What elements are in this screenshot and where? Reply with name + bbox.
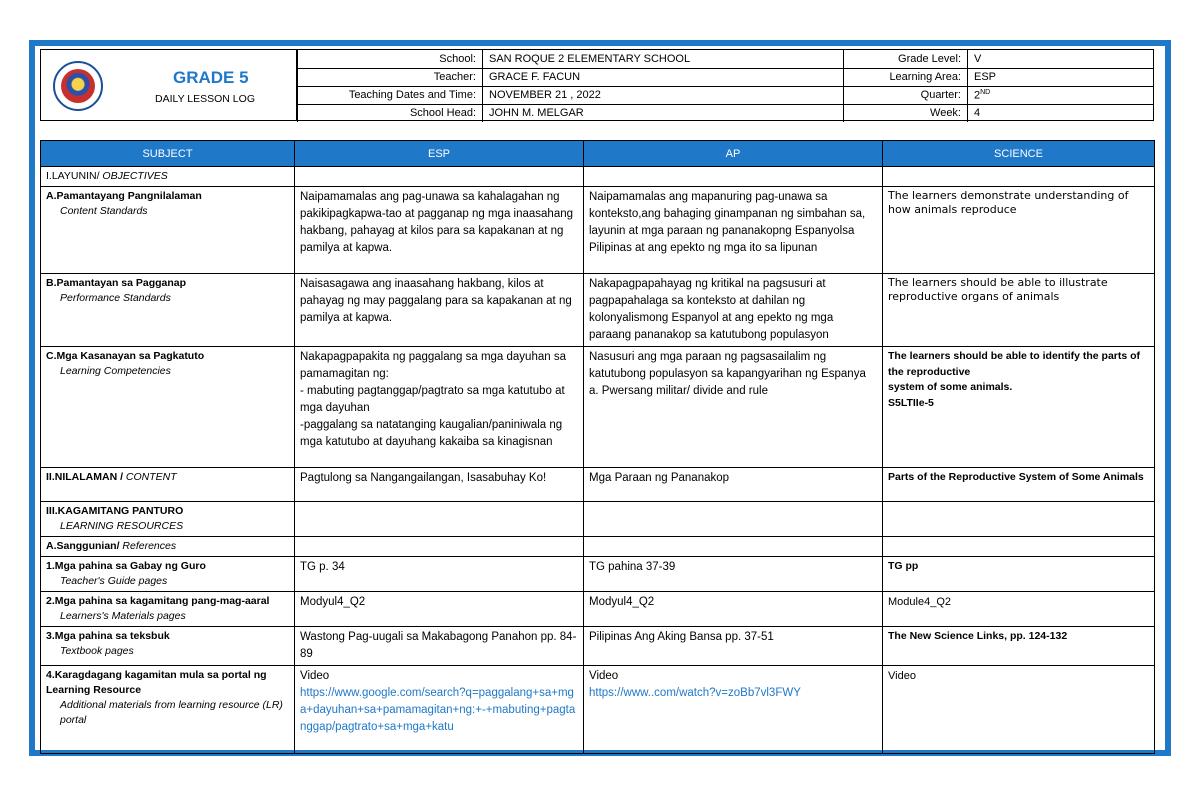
ap-performance-standards: Nakapagpapahayag ng kritikal na pagsusuri at pagpapahalaga sa konteksto at dahilan ng kolonyalismong Espanyol at ang epekto ng mga paraang pananakop sa katutubong populasyon [584, 274, 883, 347]
teaching-dates-label: Teaching Dates and Time: [298, 86, 483, 104]
col-header-subject: SUBJECT [41, 141, 295, 167]
row-label-references: A.Sanggunian/ References [41, 537, 295, 557]
col-header-science: SCIENCE [883, 141, 1155, 167]
week-value: 4 [968, 104, 1154, 122]
teaching-dates-value: NOVEMBER 21 , 2022 [483, 86, 844, 104]
school-label: School: [298, 50, 483, 68]
col-header-ap: AP [584, 141, 883, 167]
learning-area-value: ESP [968, 68, 1154, 86]
esp-teachers-guide: TG p. 34 [295, 557, 584, 592]
lesson-log-header [40, 49, 1154, 121]
ap-content-standards: Naipamamalas ang mapanuring pag-unawa sa konteksto,ang bahaging ginampanan ng simbahan sa, layunin at mga paraan ng pananakopng Espanyolsa Pilipinas at ang epekto ng mga ito sa lipunan [584, 187, 883, 274]
esp-learners-materials: Modyul4_Q2 [295, 592, 584, 627]
ap-learners-materials: Modyul4_Q2 [584, 592, 883, 627]
esp-performance-standards: Naisasagawa ang inaasahang hakbang, kilos at pahayag ng may paggalang para sa kapakanan at ng pamilya at kapwa. [295, 274, 584, 347]
header-info-table [297, 50, 1153, 122]
esp-content-standards: Naipamamalas ang pag-unawa sa kahalagahan ng pakikipagkapwa-tao at pagganap ng mga inaasahang hakbang, pahayag at kilos para sa kapakanan at ng pamilya at kapwa. [295, 187, 584, 274]
row-label-teachers-guide: 1.Mga pahina sa Gabay ng Guro Teacher's Guide pages [41, 557, 295, 592]
row-label-lr-portal: 4.Karagdagang kagamitan mula sa portal ng Learning Resource Additional materials from learning resource (LR) portal [41, 666, 295, 754]
school-value: SAN ROQUE 2 ELEMENTARY SCHOOL [483, 50, 844, 68]
ap-lr-portal: Video https://www..com/watch?v=zoBb7vl3FWY [584, 666, 883, 754]
esp-video-link[interactable]: https://www.google.com/search?q=paggalang+sa+mga+dayuhan+sa+pamamagitan+ng:+-+mabuting+pagtanggap/pagtrato+sa+mga+katu [300, 687, 576, 733]
school-head-value: JOHN M. MELGAR [483, 104, 844, 122]
daily-lesson-log-title: DAILY LESSON LOG [155, 93, 255, 105]
science-teachers-guide: TG pp [883, 557, 1155, 592]
teacher-value: GRACE F. FACUN [483, 68, 844, 86]
ap-textbook-pages: Pilipinas Ang Aking Bansa pp. 37-51 [584, 627, 883, 666]
science-learning-competencies: The learners should be able to identify the parts of the reproductive system of some animals. S5LTIIe-5 [883, 347, 1155, 468]
ap-teachers-guide: TG pahina 37-39 [584, 557, 883, 592]
lesson-plan-table [40, 140, 1155, 754]
row-label-learning-resources: III.KAGAMITANG PANTURO LEARNING RESOURCES [41, 502, 295, 537]
ap-content: Mga Paraan ng Pananakop [584, 468, 883, 502]
row-label-content-standards: A.Pamantayang Pangnilalaman Content Standards [41, 187, 295, 274]
science-content: Parts of the Reproductive System of Some Animals [883, 468, 1155, 502]
esp-textbook-pages: Wastong Pag-uugali sa Makabagong Panahon pp. 84-89 [295, 627, 584, 666]
ap-video-link[interactable]: https://www..com/watch?v=zoBb7vl3FWY [589, 687, 801, 699]
school-head-label: School Head: [298, 104, 483, 122]
ap-learning-competencies: Nasusuri ang mga paraan ng pagsasailalim ng katutubong populasyon sa kapangyarihan ng Espanya a. Pwersang militar/ divide and rule [584, 347, 883, 468]
esp-content: Pagtulong sa Nangangailangan, Isasabuhay Ko! [295, 468, 584, 502]
learning-area-label: Learning Area: [844, 68, 968, 86]
esp-lr-portal: Video https://www.google.com/search?q=paggalang+sa+mga+dayuhan+sa+pamamagitan+ng:+-+mabuting+pagtanggap/pagtrato+sa+mga+katu [295, 666, 584, 754]
grade-level-label: Grade Level: [844, 50, 968, 68]
science-content-standards: The learners demonstrate understanding of how animals reproduce [883, 187, 1155, 274]
header-title-block [41, 50, 297, 120]
grade-title: GRADE 5 [173, 68, 249, 87]
col-header-esp: ESP [295, 141, 584, 167]
teacher-label: Teacher: [298, 68, 483, 86]
row-label-learners-materials: 2.Mga pahina sa kagamitang pang-mag-aaral Learners's Materials pages [41, 592, 295, 627]
grade-level-value: V [968, 50, 1154, 68]
science-performance-standards: The learners should be able to illustrate reproductive organs of animals [883, 274, 1155, 347]
science-lr-portal: Video [883, 666, 1155, 754]
row-label-learning-competencies: C.Mga Kasanayan sa Pagkatuto Learning Competencies [41, 347, 295, 468]
row-label-textbook-pages: 3.Mga pahina sa teksbuk Textbook pages [41, 627, 295, 666]
row-label-layunin: I.LAYUNIN/ OBJECTIVES [41, 167, 295, 187]
row-label-performance-standards: B.Pamantayan sa Pagganap Performance Standards [41, 274, 295, 347]
deped-seal-icon [53, 61, 103, 111]
row-label-content: II.NILALAMAN / CONTENT [41, 468, 295, 502]
science-textbook-pages: The New Science Links, pp. 124-132 [883, 627, 1155, 666]
science-learners-materials: Module4_Q2 [883, 592, 1155, 627]
week-label: Week: [844, 104, 968, 122]
esp-learning-competencies: Nakapagpapakita ng paggalang sa mga dayuhan sa pamamagitan ng: - mabuting pagtanggap/pagtrato sa mga katutubo at mga dayuhan -paggalang sa natatanging kaugalian/paniniwala ng mga katutubo at dayuhang kakaiba sa kinagisnan [295, 347, 584, 468]
quarter-value: 2ND [968, 86, 1154, 104]
quarter-label: Quarter: [844, 86, 968, 104]
